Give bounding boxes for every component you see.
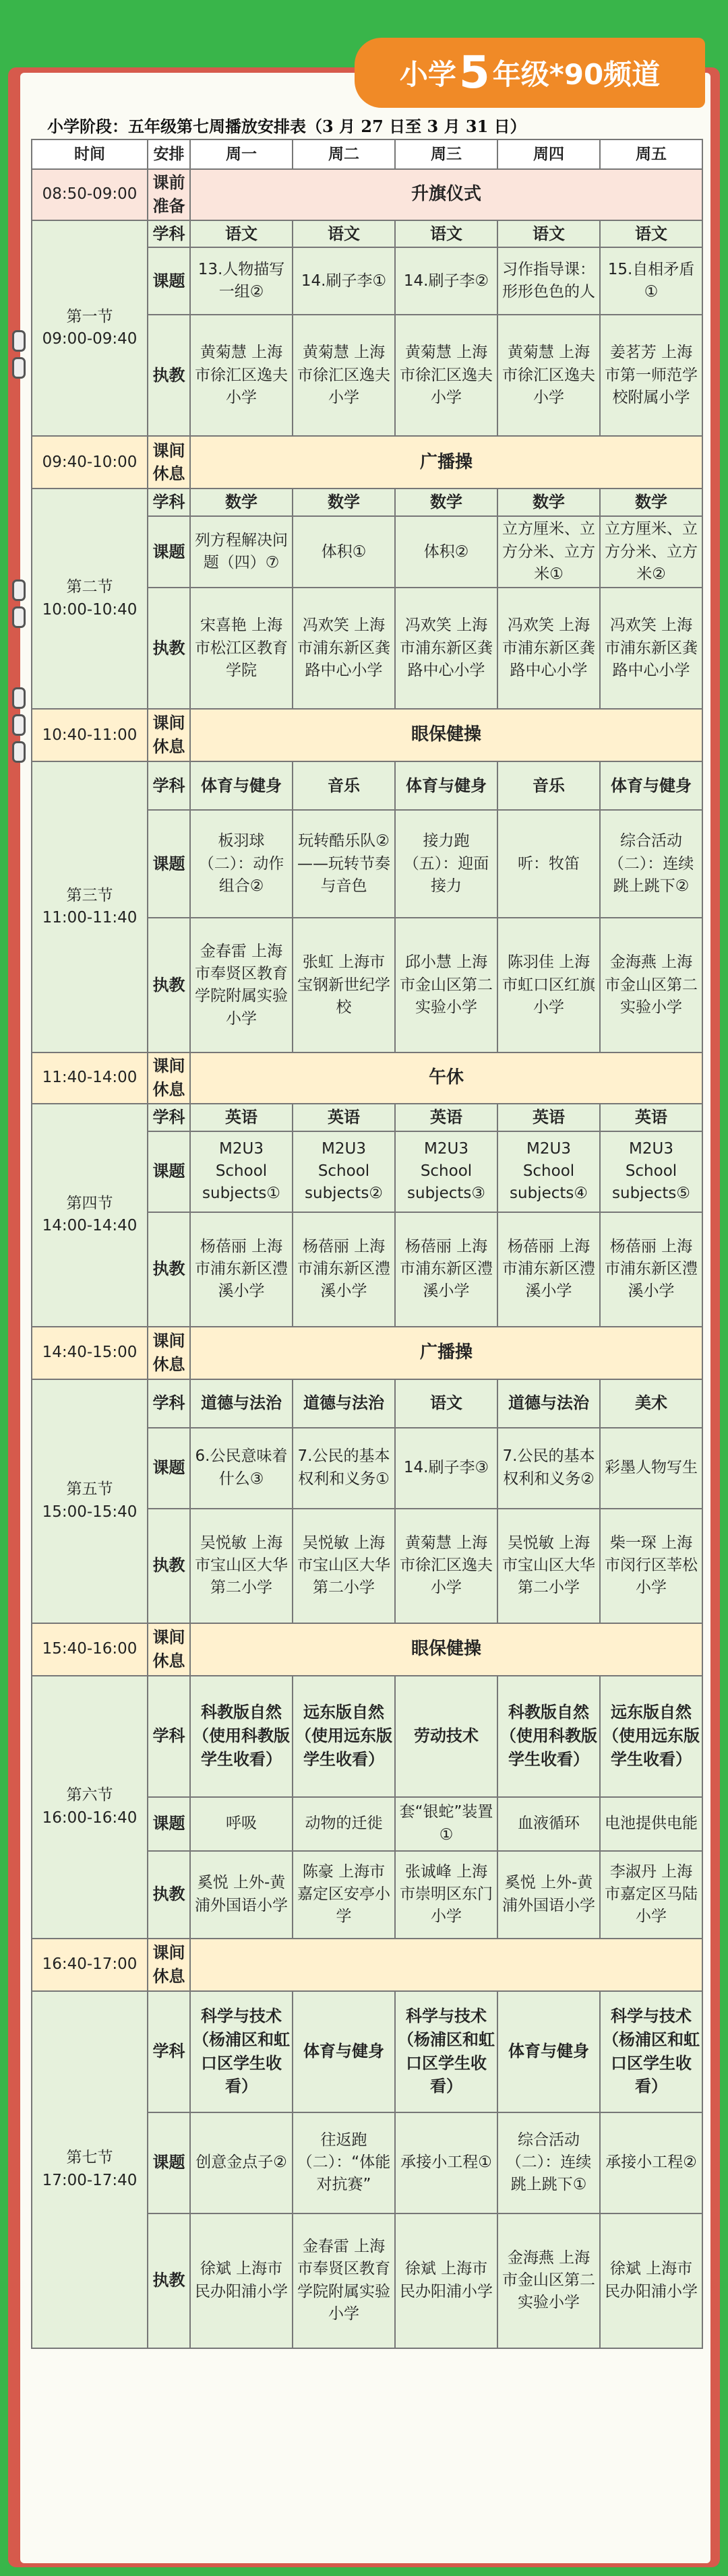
binder-ring-icon [12,330,26,352]
teacher-cell: 奚悦 上外-黄浦外国语小学 [190,1851,293,1939]
lesson-cell: 综合活动（二）：连续跳上跳下② [600,810,702,918]
teacher-label: 执教 [148,588,190,709]
grade-badge [355,38,705,108]
header-wed: 周三 [395,139,497,169]
teacher-cell: 吴悦敏 上海市宝山区大华第二小学 [190,1509,293,1623]
teacher-cell: 杨蓓丽 上海市浦东新区澧溪小学 [600,1212,702,1327]
teacher-cell: 金海燕 上海市金山区第二实验小学 [600,918,702,1053]
period-time: 16:00-16:40 [42,1809,138,1827]
lesson-cell: 板羽球（二）：动作组合② [190,810,293,918]
subject-cell: 美术 [600,1379,702,1428]
period-subject-row [32,489,702,516]
subject-label: 学科 [148,1676,190,1797]
lesson-cell: 听：牧笛 [497,810,600,918]
badge-prefix: 小学 [399,58,456,91]
binder-ring-icon [12,714,26,736]
teacher-cell: 冯欢笑 上海市浦东新区龚路中心小学 [497,588,600,709]
subject-label: 学科 [148,1379,190,1428]
flag-ceremony: 升旗仪式 [190,169,702,220]
teacher-cell: 吴悦敏 上海市宝山区大华第二小学 [497,1509,600,1623]
binder-ring-icon [12,687,26,709]
lesson-cell: 综合活动（二）：连续跳上跳下① [497,2112,600,2213]
time-cell: 08:50-09:00 [32,169,148,220]
time-cell: 14:40-15:00 [32,1327,148,1379]
subject-label: 学科 [148,489,190,516]
flag-row [32,169,702,220]
break-activity: 眼保健操 [190,1623,702,1676]
teacher-cell: 黄菊慧 上海市徐汇区逸夫小学 [395,1509,497,1623]
subject-cell: 体育与健身 [395,761,497,810]
time-cell: 15:40-16:00 [32,1623,148,1676]
teacher-cell: 黄菊慧 上海市徐汇区逸夫小学 [497,315,600,436]
teacher-cell: 黄菊慧 上海市徐汇区逸夫小学 [293,315,395,436]
teacher-cell: 金海燕 上海市金山区第二实验小学 [497,2213,600,2348]
subject-cell: 体育与健身 [497,1991,600,2112]
header-fri: 周五 [600,139,702,169]
period-time: 15:00-15:40 [42,1503,138,1521]
teacher-cell: 宋喜艳 上海市松江区教育学院 [190,588,293,709]
lesson-cell: M2U3 School subjects② [293,1131,395,1212]
teacher-cell: 金春雷 上海市奉贤区教育学院附属实验小学 [190,918,293,1053]
teacher-cell: 黄菊慧 上海市徐汇区逸夫小学 [190,315,293,436]
subject-cell: 科教版自然（使用科教版学生收看） [497,1676,600,1797]
subject-cell: 远东版自然（使用远东版学生收看） [293,1676,395,1797]
period-subject-row [32,1991,702,2112]
subject-cell: 英语 [395,1104,497,1131]
lesson-label: 课题 [148,1797,190,1851]
time-cell: 11:40-14:00 [32,1053,148,1104]
break-activity: 广播操 [190,436,702,489]
teacher-cell: 陈羽佳 上海市虹口区红旗小学 [497,918,600,1053]
break-activity: 广播操 [190,1327,702,1379]
period-time-cell [32,1991,148,2348]
break-label: 课间休息 [148,1623,190,1676]
teacher-cell: 邱小慧 上海市金山区第二实验小学 [395,918,497,1053]
subject-cell: 劳动技术 [395,1676,497,1797]
time-cell: 16:40-17:00 [32,1939,148,1991]
period-time: 17:00-17:40 [42,2171,138,2189]
teacher-cell: 吴悦敏 上海市宝山区大华第二小学 [293,1509,395,1623]
lesson-cell: 创意金点子② [190,2112,293,2213]
badge-suffix: 年级*90频道 [492,58,661,91]
break-row [32,1623,702,1676]
subject-cell: 数学 [497,489,600,516]
teacher-cell: 徐斌 上海市民办阳浦小学 [600,2213,702,2348]
period-time-cell [32,220,148,437]
subject-cell: 音乐 [497,761,600,810]
period-subject-row [32,1676,702,1797]
subject-cell: 语文 [395,220,497,248]
subject-cell: 英语 [190,1104,293,1131]
subject-cell: 数学 [293,489,395,516]
lesson-label: 课题 [148,1131,190,1212]
subject-cell: 远东版自然（使用远东版学生收看） [600,1676,702,1797]
teacher-cell: 冯欢笑 上海市浦东新区龚路中心小学 [293,588,395,709]
break-activity: 眼保健操 [190,709,702,761]
lesson-cell: M2U3 School subjects③ [395,1131,497,1212]
subject-cell: 道德与法治 [497,1379,600,1428]
schedule-table [31,139,703,2349]
badge-grade-number: 5 [458,46,490,98]
break-row [32,436,702,489]
header-time: 时间 [32,139,148,169]
lesson-cell: M2U3 School subjects④ [497,1131,600,1212]
period-subject-row [32,1379,702,1428]
break-activity: 午休 [190,1053,702,1104]
lesson-cell: 接力跑（五）：迎面接力 [395,810,497,918]
lesson-cell: 列方程解决问题（四）⑦ [190,516,293,588]
period-time: 09:00-09:40 [42,329,138,348]
lesson-cell: 套“银蛇”装置① [395,1797,497,1851]
lesson-cell: 14.刷子李② [395,247,497,315]
subject-cell: 语文 [395,1379,497,1428]
subject-cell: 英语 [600,1104,702,1131]
teacher-label: 执教 [148,918,190,1053]
period-name: 第七节 [66,2149,113,2167]
subject-cell: 体育与健身 [293,1991,395,2112]
subject-cell: 体育与健身 [600,761,702,810]
header-mon: 周一 [190,139,293,169]
teacher-cell: 张诚峰 上海市崇明区东门小学 [395,1851,497,1939]
header-arrangement: 安排 [148,139,190,169]
period-name: 第二节 [66,578,113,596]
teacher-cell: 黄菊慧 上海市徐汇区逸夫小学 [395,315,497,436]
lesson-cell: 14.刷子李③ [395,1428,497,1509]
subject-cell: 语文 [497,220,600,248]
subject-cell: 科教版自然（使用科教版学生收看） [190,1676,293,1797]
teacher-cell: 李淑丹 上海市嘉定区马陆小学 [600,1851,702,1939]
break-row [32,1939,702,1991]
teacher-cell: 姜茗芳 上海市第一师范学校附属小学 [600,315,702,436]
period-name: 第一节 [66,307,113,325]
subject-cell: 数学 [190,489,293,516]
lesson-cell: 体积② [395,516,497,588]
teacher-cell: 柴一琛 上海市闵行区莘松小学 [600,1509,702,1623]
period-time: 14:00-14:40 [42,1217,138,1235]
subject-cell: 英语 [497,1104,600,1131]
teacher-cell: 冯欢笑 上海市浦东新区龚路中心小学 [395,588,497,709]
lesson-cell: 承接小工程② [600,2112,702,2213]
lesson-cell: 彩墨人物写生 [600,1428,702,1509]
subject-cell: 体育与健身 [190,761,293,810]
teacher-cell: 奚悦 上外-黄浦外国语小学 [497,1851,600,1939]
subject-cell: 数学 [600,489,702,516]
period-subject-row [32,1104,702,1131]
lesson-cell: 动物的迁徙 [293,1797,395,1851]
lesson-label: 课题 [148,810,190,918]
binder-ring-icon [12,579,26,601]
subject-cell: 语文 [600,220,702,248]
period-time: 11:00-11:40 [42,909,138,927]
lesson-cell: 15.自相矛盾① [600,247,702,315]
period-subject-row [32,220,702,248]
lesson-cell: 习作指导课：形形色色的人 [497,247,600,315]
lesson-cell: 体积① [293,516,395,588]
subject-cell: 数学 [395,489,497,516]
period-time-cell [32,761,148,1053]
lesson-label: 课题 [148,1428,190,1509]
lesson-cell: 13.人物描写一组② [190,247,293,315]
lesson-cell: 14.刷子李① [293,247,395,315]
period-subject-row [32,761,702,810]
teacher-cell: 徐斌 上海市民办阳浦小学 [395,2213,497,2348]
header-row [32,139,702,169]
period-name: 第五节 [66,1480,113,1499]
lesson-cell: 呼吸 [190,1797,293,1851]
teacher-label: 执教 [148,1212,190,1327]
break-label: 课间休息 [148,709,190,761]
teacher-label: 执教 [148,2213,190,2348]
lesson-cell: 玩转酷乐队②——玩转节奏与音色 [293,810,395,918]
lesson-cell: 7.公民的基本权利和义务② [497,1428,600,1509]
teacher-cell: 杨蓓丽 上海市浦东新区澧溪小学 [190,1212,293,1327]
subject-cell: 科学与技术（杨浦区和虹口区学生收看） [600,1991,702,2112]
teacher-label: 执教 [148,1851,190,1939]
period-name: 第三节 [66,886,113,904]
subject-cell: 语文 [293,220,395,248]
pre-label: 课前准备 [148,169,190,220]
lesson-cell: 6.公民意味着什么③ [190,1428,293,1509]
lesson-cell: M2U3 School subjects⑤ [600,1131,702,1212]
period-time: 10:00-10:40 [42,600,138,619]
break-row [32,1327,702,1379]
subject-cell: 道德与法治 [190,1379,293,1428]
subject-label: 学科 [148,1104,190,1131]
teacher-cell: 徐斌 上海市民办阳浦小学 [190,2213,293,2348]
break-activity [190,1939,702,1991]
subject-cell: 科学与技术（杨浦区和虹口区学生收看） [395,1991,497,2112]
subject-cell: 英语 [293,1104,395,1131]
teacher-cell: 张虹 上海市宝钢新世纪学校 [293,918,395,1053]
break-label: 课间休息 [148,1939,190,1991]
schedule-caption: 小学阶段：五年级第七周播放安排表（3 月 27 日至 3 月 31 日） [47,117,526,136]
subject-cell: 音乐 [293,761,395,810]
teacher-cell: 金春雷 上海市奉贤区教育学院附属实验小学 [293,2213,395,2348]
lesson-cell: M2U3 School subjects① [190,1131,293,1212]
time-cell: 09:40-10:00 [32,436,148,489]
binder-ring-icon [12,606,26,628]
header-thu: 周四 [497,139,600,169]
teacher-label: 执教 [148,315,190,436]
teacher-label: 执教 [148,1509,190,1623]
lesson-label: 课题 [148,2112,190,2213]
subject-cell: 科学与技术（杨浦区和虹口区学生收看） [190,1991,293,2112]
break-label: 课间休息 [148,1053,190,1104]
teacher-cell: 陈豪 上海市嘉定区安亭小学 [293,1851,395,1939]
lesson-label: 课题 [148,247,190,315]
subject-label: 学科 [148,761,190,810]
header-tue: 周二 [293,139,395,169]
lesson-cell: 血液循环 [497,1797,600,1851]
lesson-cell: 电池提供电能 [600,1797,702,1851]
binder-ring-icon [12,357,26,379]
teacher-cell: 杨蓓丽 上海市浦东新区澧溪小学 [395,1212,497,1327]
subject-cell: 道德与法治 [293,1379,395,1428]
lesson-cell: 7.公民的基本权利和义务① [293,1428,395,1509]
subject-cell: 语文 [190,220,293,248]
break-row [32,1053,702,1104]
subject-label: 学科 [148,220,190,248]
break-label: 课间休息 [148,1327,190,1379]
period-name: 第四节 [66,1194,113,1212]
lesson-cell: 往返跑（二）：“体能对抗赛” [293,2112,395,2213]
time-cell: 10:40-11:00 [32,709,148,761]
period-time-cell [32,489,148,709]
teacher-cell: 杨蓓丽 上海市浦东新区澧溪小学 [293,1212,395,1327]
period-time-cell [32,1104,148,1327]
lesson-cell: 立方厘米、立方分米、立方米② [600,516,702,588]
period-time-cell [32,1379,148,1623]
break-row [32,709,702,761]
period-time-cell [32,1676,148,1939]
lesson-label: 课题 [148,516,190,588]
teacher-cell: 冯欢笑 上海市浦东新区龚路中心小学 [600,588,702,709]
subject-label: 学科 [148,1991,190,2112]
teacher-cell: 杨蓓丽 上海市浦东新区澧溪小学 [497,1212,600,1327]
period-name: 第六节 [66,1786,113,1804]
binder-ring-icon [12,741,26,763]
lesson-cell: 立方厘米、立方分米、立方米① [497,516,600,588]
lesson-cell: 承接小工程① [395,2112,497,2213]
break-label: 课间休息 [148,436,190,489]
